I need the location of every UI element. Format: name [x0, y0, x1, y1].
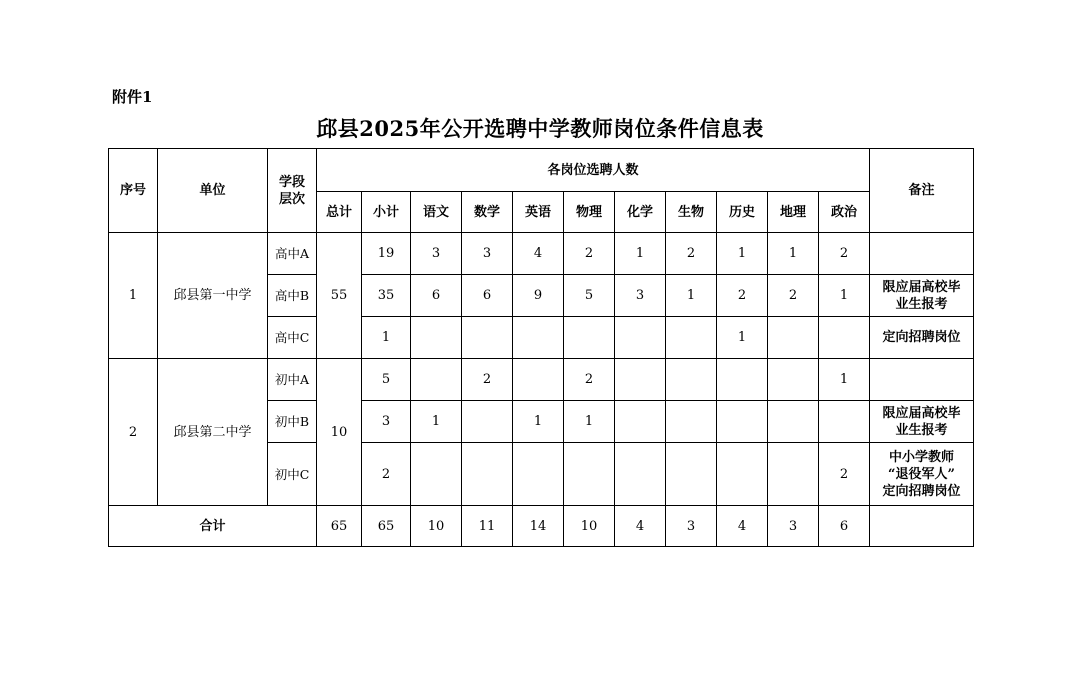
subtotal-cell: 3: [362, 401, 411, 443]
remark-line: 限应届高校毕: [882, 279, 961, 295]
totals-label: 合计: [109, 506, 317, 547]
subject-count-cell: 4: [513, 233, 564, 275]
header-total: 总计: [317, 192, 362, 233]
header-row-1: [109, 149, 974, 192]
subject-count-cell: 2: [564, 233, 615, 275]
header-stage-line2: 层次: [278, 191, 305, 207]
subject-count-cell: 1: [564, 401, 615, 443]
subject-total-cell: 4: [717, 506, 768, 547]
subject-count-cell: [462, 443, 513, 506]
remark-cell: [870, 275, 974, 317]
header-subject: 数学: [462, 192, 513, 233]
subject-count-cell: [411, 359, 462, 401]
subtotal-cell: 35: [362, 275, 411, 317]
remark-line: 定向招聘岗位: [882, 330, 961, 345]
subject-count-cell: 3: [615, 275, 666, 317]
subject-count-cell: [411, 317, 462, 359]
subject-count-cell: 2: [819, 233, 870, 275]
subject-count-cell: 3: [462, 233, 513, 275]
remark-line: 中小学教师: [888, 449, 954, 465]
subject-count-cell: 2: [768, 275, 819, 317]
grand-subtotal: 65: [362, 506, 411, 547]
subject-count-cell: 1: [411, 401, 462, 443]
header-subject: 生物: [666, 192, 717, 233]
subject-count-cell: 2: [819, 443, 870, 506]
subject-count-cell: [768, 401, 819, 443]
header-stage-line1: 学段: [278, 174, 305, 190]
subtotal-cell: 1: [362, 317, 411, 359]
school-total: 55: [317, 233, 362, 359]
stage-cell: 高中A: [268, 233, 317, 275]
document-title: 邱县2025年公开选聘中学教师岗位条件信息表: [316, 116, 764, 141]
subject-count-cell: [717, 359, 768, 401]
subject-count-cell: [819, 317, 870, 359]
subject-count-cell: [819, 401, 870, 443]
totals-remark: [870, 506, 974, 547]
subject-count-cell: [666, 317, 717, 359]
subtotal-cell: 5: [362, 359, 411, 401]
remark-line: 业生报考: [895, 422, 948, 438]
subject-count-cell: 2: [717, 275, 768, 317]
subject-total-cell: 10: [411, 506, 462, 547]
remark-line: 限应届高校毕: [882, 405, 961, 421]
stage-cell: 初中A: [268, 359, 317, 401]
remark-cell: [870, 401, 974, 443]
subject-count-cell: [513, 359, 564, 401]
header-subject: 物理: [564, 192, 615, 233]
table-row: [109, 233, 974, 275]
subject-total-cell: 11: [462, 506, 513, 547]
header-remarks: 备注: [870, 149, 974, 233]
subject-count-cell: [462, 317, 513, 359]
totals-row: [109, 506, 974, 547]
header-subject: 语文: [411, 192, 462, 233]
subject-count-cell: 6: [411, 275, 462, 317]
subject-count-cell: [615, 317, 666, 359]
subject-count-cell: [666, 359, 717, 401]
school-unit: 邱县第一中学: [158, 233, 268, 359]
remark-cell: [870, 317, 974, 359]
remark-cell: [870, 359, 974, 401]
school-total: 10: [317, 359, 362, 506]
header-subject: 政治: [819, 192, 870, 233]
header-subject: 历史: [717, 192, 768, 233]
subject-count-cell: 1: [666, 275, 717, 317]
subject-count-cell: [462, 401, 513, 443]
subject-count-cell: 2: [564, 359, 615, 401]
subject-total-cell: 10: [564, 506, 615, 547]
subject-count-cell: [768, 359, 819, 401]
stage-cell: 高中C: [268, 317, 317, 359]
header-unit: 单位: [158, 149, 268, 233]
table-row: [109, 359, 974, 401]
subject-count-cell: 1: [819, 359, 870, 401]
subject-count-cell: 5: [564, 275, 615, 317]
subject-count-cell: 1: [615, 233, 666, 275]
subject-count-cell: [615, 359, 666, 401]
subject-count-cell: [717, 401, 768, 443]
remark-line: 定向招聘岗位: [882, 483, 961, 499]
header-stage: [268, 149, 317, 233]
stage-cell: 初中C: [268, 443, 317, 506]
subject-total-cell: 6: [819, 506, 870, 547]
school-seq: 1: [109, 233, 158, 359]
stage-cell: 初中B: [268, 401, 317, 443]
remark-cell: [870, 233, 974, 275]
subject-total-cell: 3: [768, 506, 819, 547]
subject-count-cell: [666, 443, 717, 506]
subject-count-cell: [564, 317, 615, 359]
subject-count-cell: 2: [462, 359, 513, 401]
school-seq: 2: [109, 359, 158, 506]
header-subject: 地理: [768, 192, 819, 233]
header-subject: 化学: [615, 192, 666, 233]
subject-count-cell: [768, 443, 819, 506]
attachment-label: 附件1: [112, 88, 153, 106]
school-unit: 邱县第二中学: [158, 359, 268, 506]
stage-cell: 高中B: [268, 275, 317, 317]
subject-count-cell: [666, 401, 717, 443]
subtotal-cell: 2: [362, 443, 411, 506]
subject-count-cell: 6: [462, 275, 513, 317]
subject-count-cell: 1: [768, 233, 819, 275]
subject-total-cell: 4: [615, 506, 666, 547]
subject-total-cell: 14: [513, 506, 564, 547]
header-positions-group: 各岗位选聘人数: [317, 149, 870, 192]
subject-count-cell: 1: [717, 317, 768, 359]
subject-count-cell: [513, 317, 564, 359]
header-subtotal: 小计: [362, 192, 411, 233]
subject-count-cell: 2: [666, 233, 717, 275]
subject-count-cell: 1: [513, 401, 564, 443]
remark-line: “退役军人”: [888, 466, 955, 482]
subject-count-cell: [717, 443, 768, 506]
subject-total-cell: 3: [666, 506, 717, 547]
header-seq: 序号: [109, 149, 158, 233]
subtotal-cell: 19: [362, 233, 411, 275]
subject-count-cell: [513, 443, 564, 506]
remark-cell: [870, 443, 974, 506]
subject-count-cell: [768, 317, 819, 359]
subject-count-cell: [615, 401, 666, 443]
position-table: [108, 148, 974, 547]
subject-count-cell: 3: [411, 233, 462, 275]
subject-count-cell: 1: [717, 233, 768, 275]
subject-count-cell: [564, 443, 615, 506]
grand-total: 65: [317, 506, 362, 547]
header-subject: 英语: [513, 192, 564, 233]
subject-count-cell: 1: [819, 275, 870, 317]
subject-count-cell: [615, 443, 666, 506]
subject-count-cell: [411, 443, 462, 506]
remark-line: 业生报考: [895, 296, 948, 312]
subject-count-cell: 9: [513, 275, 564, 317]
